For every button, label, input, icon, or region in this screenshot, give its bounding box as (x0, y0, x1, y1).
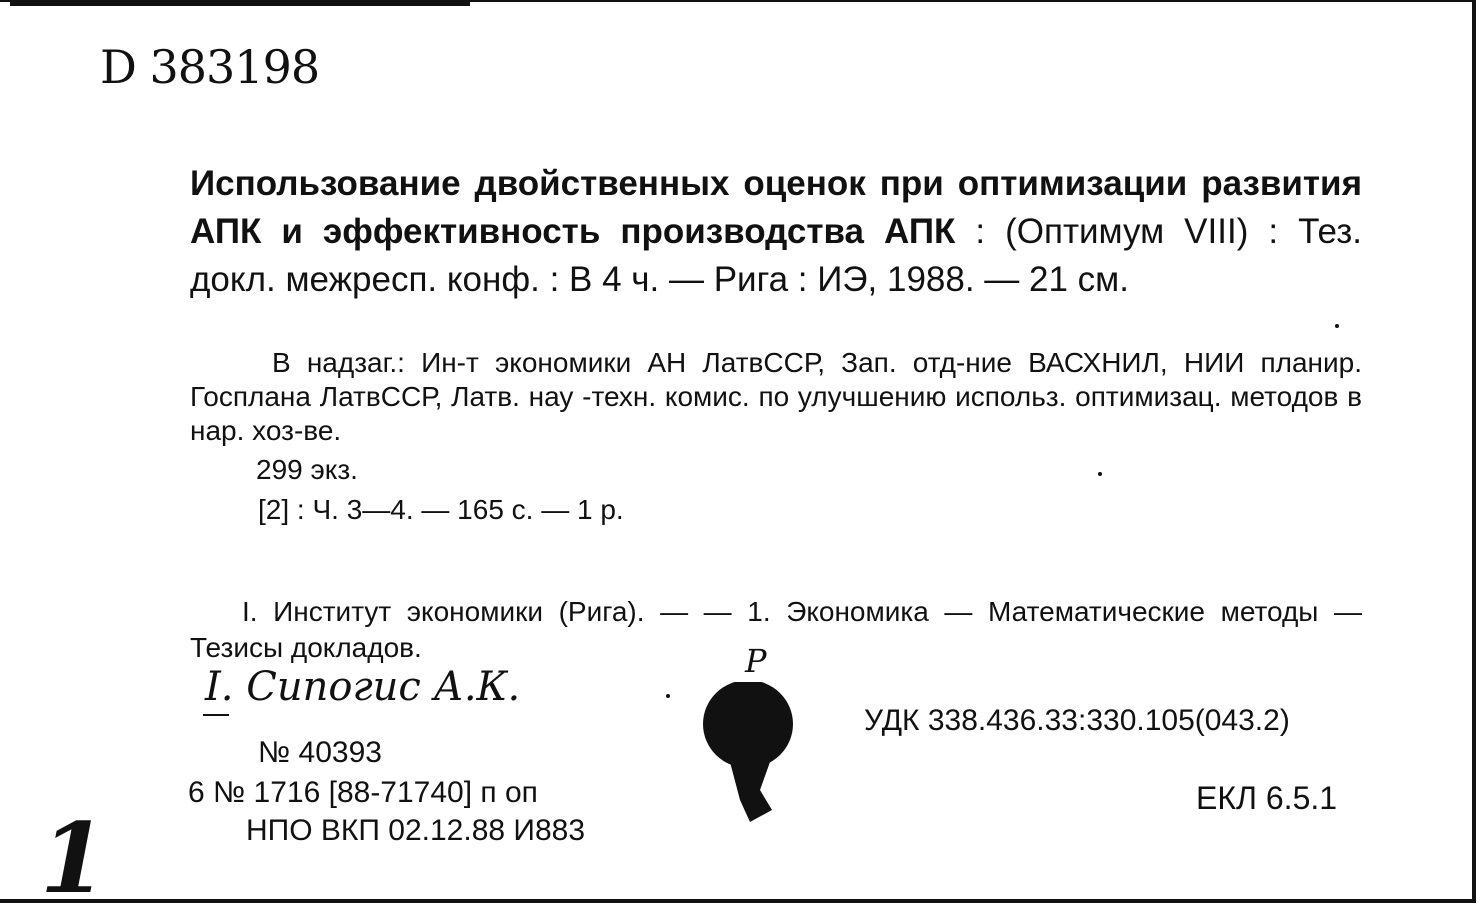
speck (1335, 324, 1339, 328)
ekl-code: ЕКЛ 6.5.1 (1196, 780, 1338, 816)
title-details: : (Оптимум VIII) : Тез. докл. межресп. конф. : В 4 ч. — Рига : ИЭ, 1988. — 21 см. (190, 212, 1362, 299)
handwriting-underline (203, 714, 229, 716)
udk-code: УДК 338.436.33:330.105(043.2) (864, 704, 1290, 737)
title-main: Использование двойственных оценок при оптимизации развития АПК и эффективность производства АПК (190, 164, 1362, 251)
order-number: № 40393 (258, 736, 382, 769)
handwritten-tracing-mark: Р (745, 642, 767, 680)
handwritten-sheet-number: 1 (40, 802, 107, 915)
header-note: В надзаг.: Ин-т экономики АН ЛатвССР, Зап. отд-ние ВАСХНИЛ, НИИ планир. Госплана ЛатвССР, Латв. нау -техн. комис. по улучшению использ. оптимизац. методов в нар. хоз-ве. (190, 347, 1362, 446)
speck (1098, 472, 1102, 476)
call-number: D 383198 (100, 40, 320, 94)
handwritten-author: I. Сипогис А.К. (205, 664, 521, 710)
volume-info: [2] : Ч. 3—4. — 165 с. — 1 р. (258, 494, 624, 525)
tracings-text: I. Институт экономики (Рига). — — 1. Экономика — Математические методы — Тезисы докладов. (190, 596, 1362, 663)
top-edge-mark (10, 2, 470, 6)
publisher-line: НПО ВКП 02.12.88 И883 (246, 814, 586, 847)
order-line: 6 № 1716 [88-71740] п оп (188, 776, 538, 809)
punch-hole (690, 682, 810, 832)
bibliographic-title (190, 160, 1362, 304)
speck (666, 694, 670, 698)
subject-tracings (190, 594, 1362, 666)
copies-count: 299 экз. (256, 454, 358, 485)
